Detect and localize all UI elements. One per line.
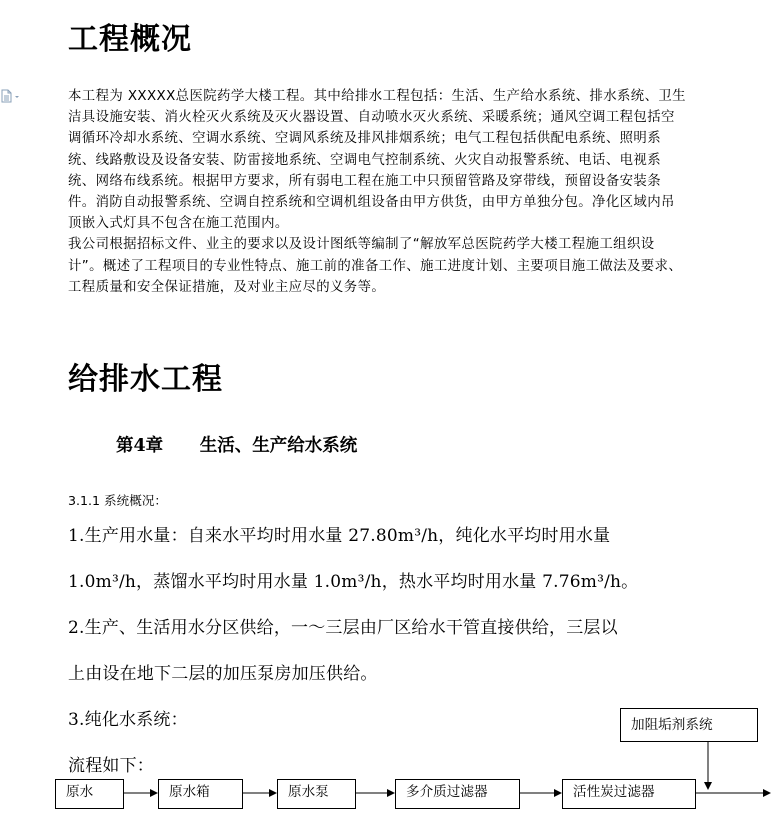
heading-overview: 工程概况 [68,22,192,57]
body-line-2: 1.0m³/h，蒸馏水平均时用水量 1.0m³/h，热水平均时用水量 7.76m³/h。 [68,572,639,592]
flow-box-carbon-filter: 活性炭过滤器 [562,779,696,809]
flow-box-multi-media-filter: 多介质过滤器 [395,779,520,809]
heading-plumbing: 给排水工程 [68,362,223,397]
document-icon[interactable] [0,88,22,104]
intro-text[interactable] [68,86,688,298]
chapter-title: 生活、生产给水系统 [199,436,358,456]
section-heading: 3.1.1 系统概况： [68,493,168,508]
body-line-1: 1.生产用水量：自来水平均时用水量 27.80m³/h，纯化水平均时用水量 [68,526,611,546]
body-line-6: 流程如下： [68,756,154,776]
flow-box-raw-pump: 原水泵 [277,779,356,809]
chapter-heading [116,434,357,458]
flow-box-raw-water: 原水 [55,779,124,809]
flow-box-raw-tank: 原水箱 [158,779,243,809]
body-line-3: 2.生产、生活用水分区供给，一～三层由厂区给水干管直接供给，三层以 [68,618,618,638]
body-line-4: 上由设在地下二层的加压泵房加压供给。 [68,664,378,684]
intro-paragraph-2: 我公司根据招标文件、业主的要求以及设计图纸等编制了“解放军总医院药学大楼工程施工组织设计”。概述了工程项目的专业性特点、施工前的准备工作、施工进度计划、主要项目施工做法及要求、工程质量和安全保证措施，及对业主应尽的义务等。 [68,237,683,295]
body-line-5: 3.纯化水系统： [68,710,188,730]
flow-box-scale-inhibitor: 加阻垢剂系统 [620,708,758,742]
intro-paragraph-1: 本工程为 XXXXX总医院药学大楼工程。其中给排水工程包括：生活、生产给水系统、排水系统、卫生洁具设施安装、消火栓灭火系统及灭火器设置、自动喷水灭火系统、采暖系统；通风空调工程包括空调循环冷却水系统、空调水系统、空调风系统及排风排烟系统；电气工程包括供配电系统、照明系统、线路敷设及设备安装、防雷接地系统、空调电气控制系统、火灾自动报警系统、电话、电视系统、网络布线系统。根据甲方要求，所有弱电工程在施工中只预留管路及穿带线，预留设备安装条件。消防自动报警系统、空调自控系统和空调机组设备由甲方供货，由甲方单独分包。净化区域内吊顶嵌入式灯具不包含在施工范围内。 [68,89,686,232]
chapter-number: 第4章 [116,436,164,456]
